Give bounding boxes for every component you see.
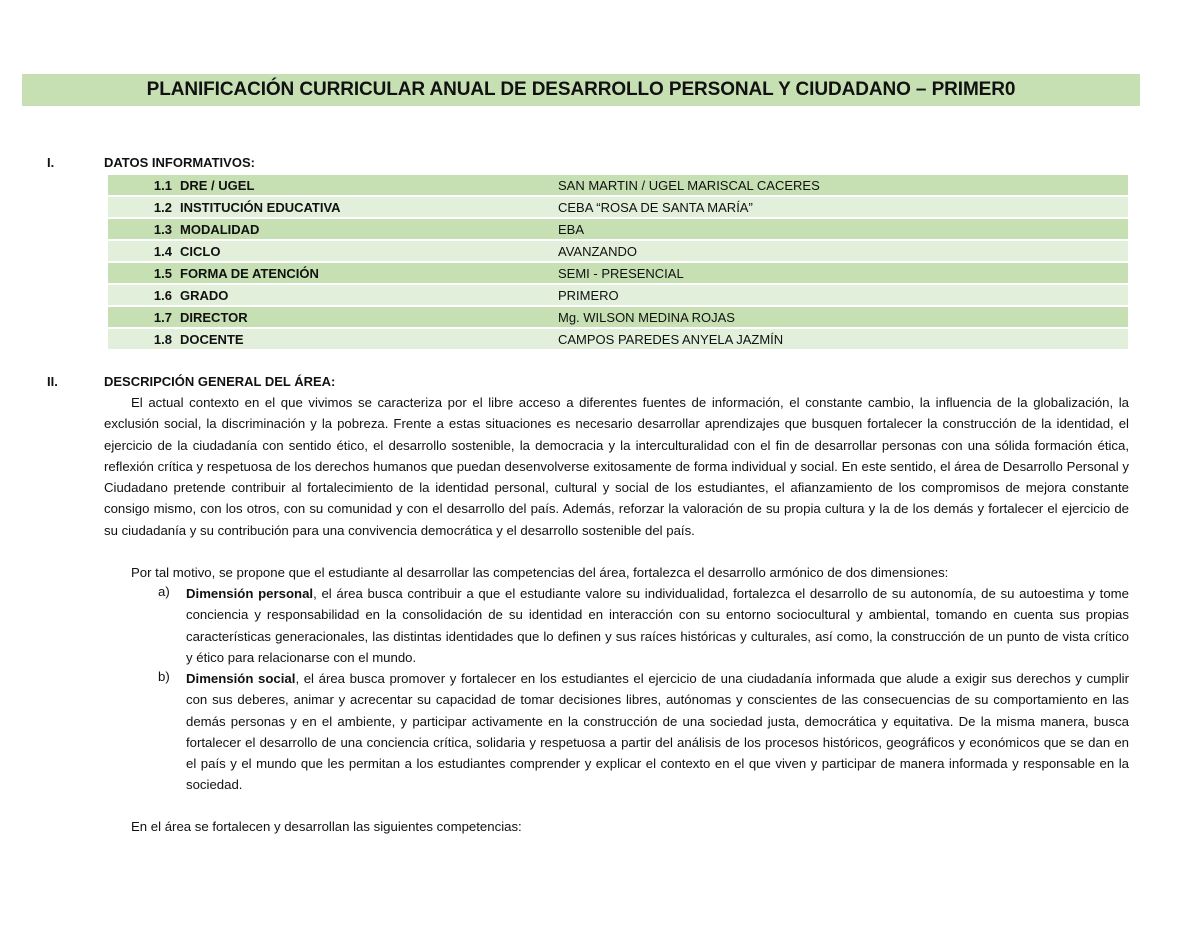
description-paragraph: El actual contexto en el que vivimos se caracteriza por el libre acceso a diferentes fuentes de información, el constante cambio, la influencia de la globalización, la exclusión social, la discriminación y la pobreza. Frente a estas situaciones es necesario desarrollar aprendizajes que busquen fortalecer la construcción de la identidad, el ejercicio de la ciudadanía con sentido ético, el desarrollo sostenible, la democracia y la interculturalidad con el fin de desarrollar personas con una sólida formación ética, reflexión crítica y respetuosa de los derechos humanos que puedan desenvolverse exitosamente de forma individual y social. En este sentido, el área de Desarrollo Personal y Ciudadano pretende contribuir al fortalecimiento de la identidad personal, cultural y social de los estudiantes, el afianzamiento de los compromisos de mejora constante consigo mismo, con los otros, con su comunidad y con el desarrollo del país. Además, reforzar la valoración de su propia cultura y la de los demás y fortalecer el ejercicio de su ciudadanía y su contribución para una convivencia democrática y el desarrollo sostenible del país. [104, 395, 1129, 538]
page-title: PLANIFICACIÓN CURRICULAR ANUAL DE DESARROLLO PERSONAL Y CIUDADANO – PRIMER0 [146, 79, 1016, 100]
info-row-number: 1.7 [108, 307, 180, 327]
info-row-spacer [550, 285, 558, 305]
info-row-value: SEMI - PRESENCIAL [558, 263, 1128, 283]
section-2-heading: DESCRIPCIÓN GENERAL DEL ÁREA: [104, 374, 336, 389]
item-b-text [186, 668, 1129, 796]
info-row-number: 1.8 [108, 329, 180, 349]
info-row-number: 1.3 [108, 219, 180, 239]
info-row-spacer [550, 197, 558, 217]
info-row-label: FORMA DE ATENCIÓN [180, 263, 550, 283]
item-a-description: , el área busca contribuir a que el estudiante valore su individualidad, fortalezca el desarrollo de su autonomía, de su autoestima y tome conciencia y responsabilidad en la consolidación de su identidad en interacción con su entorno sociocultural y ambiental, tomando en cuenta sus propias características generacionales, las distintas identidades que lo definen y sus raíces históricas y culturales, así como, la construcción de un punto de vista crítico y ético para relacionarse con el mundo. [186, 586, 1129, 665]
section-2-number: II. [47, 374, 58, 389]
info-row-value: Mg. WILSON MEDINA ROJAS [558, 307, 1128, 327]
info-row-spacer [550, 329, 558, 349]
info-row [108, 329, 1128, 349]
info-row-value: AVANZANDO [558, 241, 1128, 261]
info-row-value: EBA [558, 219, 1128, 239]
info-row [108, 175, 1128, 195]
info-row [108, 197, 1128, 217]
info-row-label: INSTITUCIÓN EDUCATIVA [180, 197, 550, 217]
info-row [108, 263, 1128, 283]
info-row-spacer [550, 175, 558, 195]
item-b-marker: b) [158, 669, 170, 684]
info-row-label: CICLO [180, 241, 550, 261]
info-row-label: MODALIDAD [180, 219, 550, 239]
info-row-spacer [550, 241, 558, 261]
info-row-value: CAMPOS PAREDES ANYELA JAZMÍN [558, 329, 1128, 349]
title-banner [22, 74, 1140, 106]
info-row-number: 1.4 [108, 241, 180, 261]
info-row [108, 219, 1128, 239]
info-row [108, 241, 1128, 261]
info-row-label: DIRECTOR [180, 307, 550, 327]
item-a-term: Dimensión personal [186, 586, 314, 601]
item-b-description: , el área busca promover y fortalecer en los estudiantes el ejercicio de una ciudadanía informada que alude a exigir sus derechos y cumplir con sus deberes, animar y acrecentar su capacidad de tomar decisiones libres, autónomas y conscientes de las consecuencias de su comportamiento en las demás personas y en el ambiente, y participar activamente en la construcción de una sociedad justa, democrática y equitativa. De la misma manera, busca fortalecer el desarrollo de una conciencia crítica, solidaria y respetuosa a partir del análisis de los procesos históricos, geográficos y económicos que se dan en el país y el mundo que les permitan a los estudiantes comprender y explicar el contexto en el que viven y participar de manera informada y responsable en la sociedad. [186, 671, 1130, 793]
section-1-number: I. [47, 155, 55, 170]
info-row-label: DOCENTE [180, 329, 550, 349]
info-row-number: 1.1 [108, 175, 180, 195]
competencies-intro-paragraph: En el área se fortalecen y desarrollan las siguientes competencias: [131, 819, 522, 834]
info-row-value: SAN MARTIN / UGEL MARISCAL CACERES [558, 175, 1128, 195]
info-row [108, 285, 1128, 305]
info-row-number: 1.2 [108, 197, 180, 217]
item-b-term: Dimensión social [186, 671, 296, 686]
info-row-spacer [550, 219, 558, 239]
info-row-number: 1.6 [108, 285, 180, 305]
info-row-spacer [550, 307, 558, 327]
dimensions-intro-paragraph: Por tal motivo, se propone que el estudiante al desarrollar las competencias del área, fortalezca el desarrollo armónico de dos dimensiones: [131, 565, 949, 580]
info-row-value: PRIMERO [558, 285, 1128, 305]
info-row-value: CEBA “ROSA DE SANTA MARÍA” [558, 197, 1128, 217]
item-a-text [186, 583, 1129, 668]
info-row [108, 307, 1128, 327]
item-a-marker: a) [158, 584, 170, 599]
section-1-heading: DATOS INFORMATIVOS: [104, 155, 255, 170]
info-row-label: GRADO [180, 285, 550, 305]
info-row-spacer [550, 263, 558, 283]
info-table [108, 173, 1128, 351]
info-row-label: DRE / UGEL [180, 175, 550, 195]
info-row-number: 1.5 [108, 263, 180, 283]
